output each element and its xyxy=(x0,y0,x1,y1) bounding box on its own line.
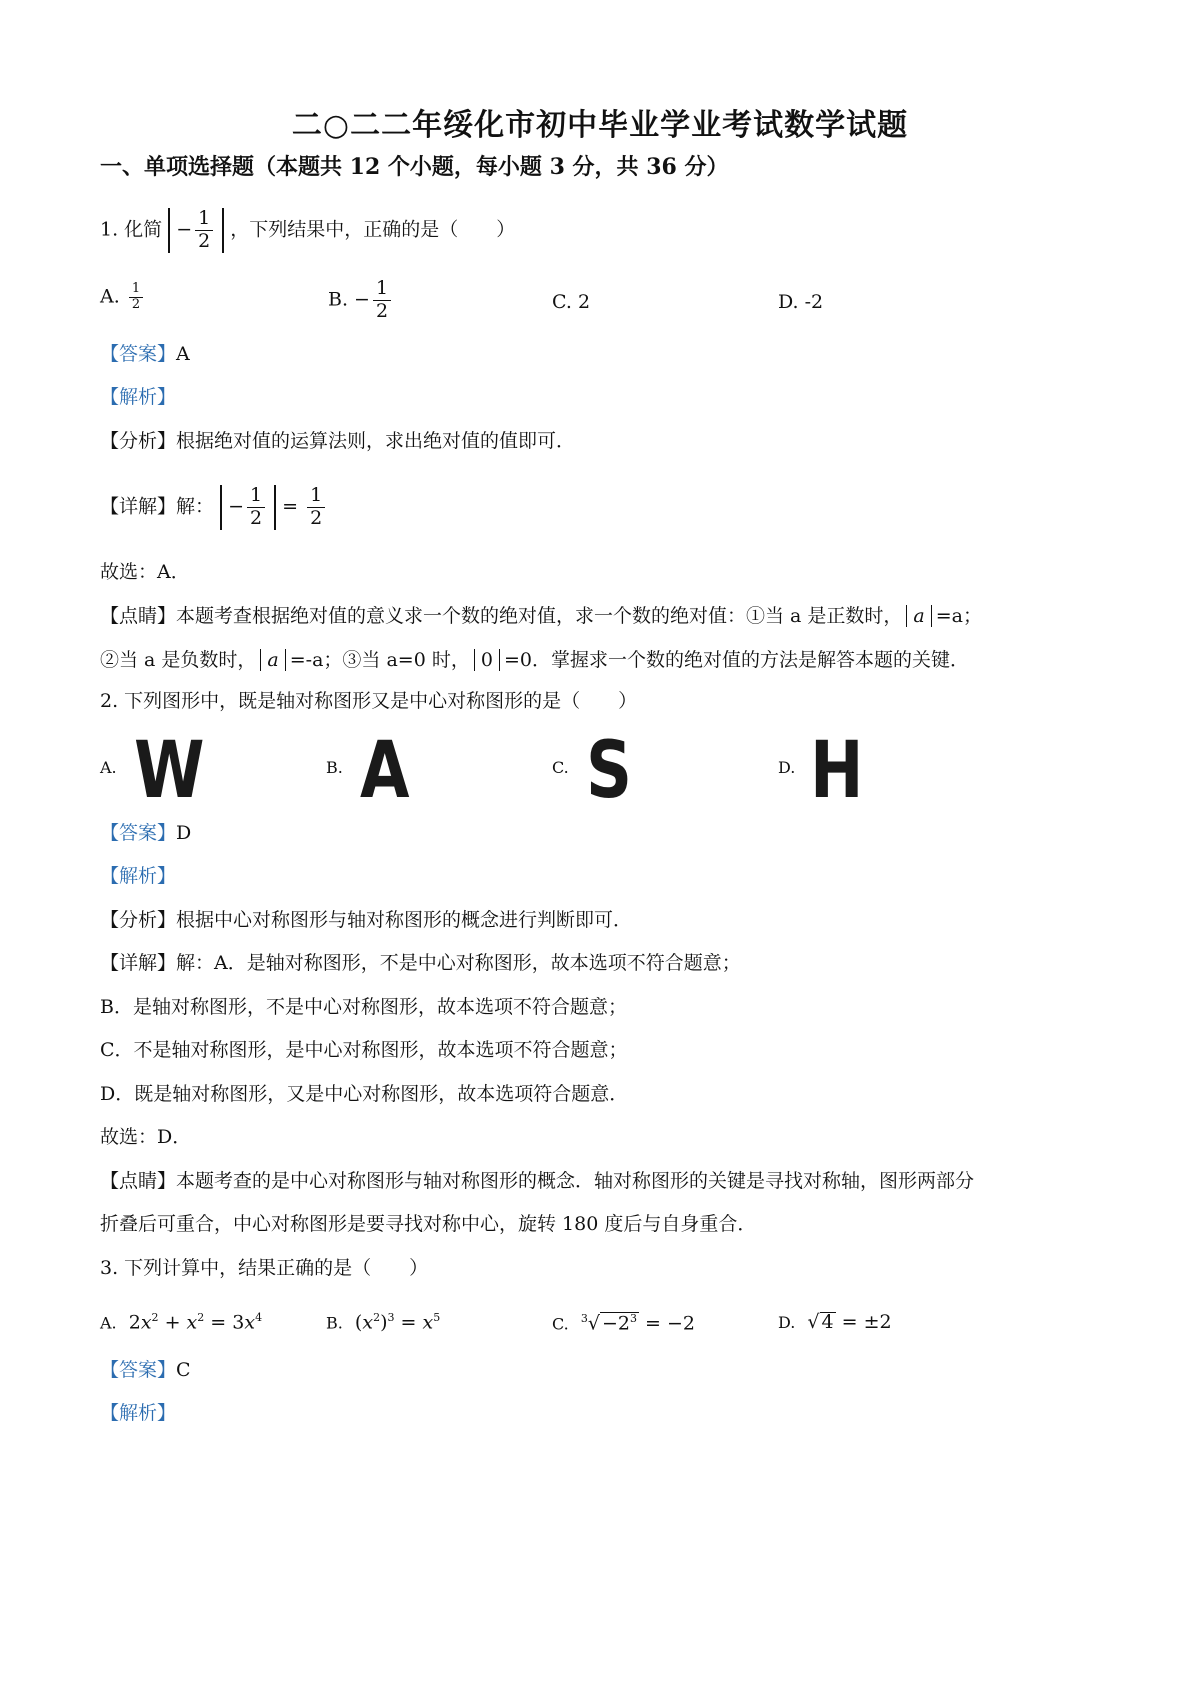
q1-dianjing-line1: 【点睛】本题考查根据绝对值的意义求一个数的绝对值，求一个数的绝对值：①当 a 是正数时， a =a； xyxy=(100,605,982,627)
q3-stem: 3. 下列计算中，结果正确的是（ ） xyxy=(100,1257,429,1279)
q3-option-d: D. √ 4 = ±2 xyxy=(778,1311,892,1333)
q3-answer: 【答案】C xyxy=(100,1359,191,1381)
q3-option-a: A. $2x^2 + x^2 = 3x^4$ xyxy=(100,1311,263,1334)
q2-detail-1: 【详解】解：A．是轴对称图形，不是中心对称图形，故本选项不符合题意； xyxy=(100,952,741,974)
q1-option-c: C. 2 xyxy=(552,291,591,313)
q1-stem-pre: 1. 化简 xyxy=(100,218,163,241)
q1-conclusion: 故选：A． xyxy=(100,561,190,583)
q3-analysis-tag: 【解析】 xyxy=(100,1402,177,1424)
half-fraction-small: $\frac{1}{2}$ xyxy=(129,282,143,313)
q2-option-c-figure: S xyxy=(586,726,633,816)
q2-option-a-label: A. xyxy=(100,758,117,777)
q2-analysis-tag: 【解析】 xyxy=(100,865,177,887)
q2-option-c-label: C. xyxy=(552,758,569,777)
q2-dianjing-line1: 【点睛】本题考查的是中心对称图形与轴对称图形的概念．轴对称图形的关键是寻找对称轴，图形两部分 xyxy=(100,1170,975,1192)
half-fraction: $\frac{1}{2}$ xyxy=(373,278,391,323)
q1-expression: − $\frac{1}{2}$ xyxy=(168,208,224,253)
q1-answer: 【答案】A xyxy=(100,343,190,365)
q1-stem xyxy=(100,208,515,253)
q2-conclusion: 故选：D． xyxy=(100,1126,192,1148)
q3-option-c: C. $^3√ -2^3 = -2$ xyxy=(552,1312,695,1335)
q2-answer: 【答案】D xyxy=(100,822,192,844)
q1-analysis-tag: 【解析】 xyxy=(100,386,177,408)
q2-detail-2: B．是轴对称图形，不是中心对称图形，故本选项不符合题意； xyxy=(100,996,627,1018)
page-title: 二○二二年绥化市初中毕业学业考试数学试题 xyxy=(291,108,909,143)
q1-fenxi: 【分析】根据绝对值的运算法则，求出绝对值的值即可． xyxy=(100,430,576,452)
q1-stem-post: ，下列结果中，正确的是（ ） xyxy=(230,218,516,241)
q2-option-d-figure: H xyxy=(810,726,864,816)
q1-option-d: D. -2 xyxy=(778,291,824,313)
q2-option-b-figure: A xyxy=(360,726,410,816)
q2-stem: 2. 下列图形中，既是轴对称图形又是中心对称图形的是（ ） xyxy=(100,690,638,712)
q1-option-b: B. − $\frac{1}{2}$ xyxy=(328,278,394,323)
q2-option-d-label: D. xyxy=(778,758,796,777)
q1-detail: 【详解】解： − $\frac{1}{2}$ = $\frac{1}{2}$ xyxy=(100,485,328,530)
q2-detail-3: C．不是轴对称图形，是中心对称图形，故本选项不符合题意； xyxy=(100,1039,628,1061)
q2-option-b-label: B. xyxy=(326,758,343,777)
q2-option-a-figure: W xyxy=(134,726,205,816)
q1-option-a: A. $\frac{1}{2}$ xyxy=(100,282,146,313)
q2-detail-4: D．既是轴对称图形，又是中心对称图形，故本选项符合题意． xyxy=(100,1083,629,1105)
q1-dianjing-line2: ②当 a 是负数时， a =-a；③当 a=0 时， 0 =0．掌握求一个数的绝对值的方法是解答本题的关键． xyxy=(100,649,969,671)
q3-option-b: B. $(x^2)^3 = x^5$ xyxy=(326,1311,441,1334)
q2-dianjing-line2: 折叠后可重合，中心对称图形是要寻找对称中心，旋转 180 度后与自身重合． xyxy=(100,1213,757,1235)
q2-fenxi: 【分析】根据中心对称图形与轴对称图形的概念进行判断即可． xyxy=(100,909,633,931)
section-heading: 一、单项选择题（本题共 12 个小题，每小题 3 分，共 36 分） xyxy=(100,154,729,180)
